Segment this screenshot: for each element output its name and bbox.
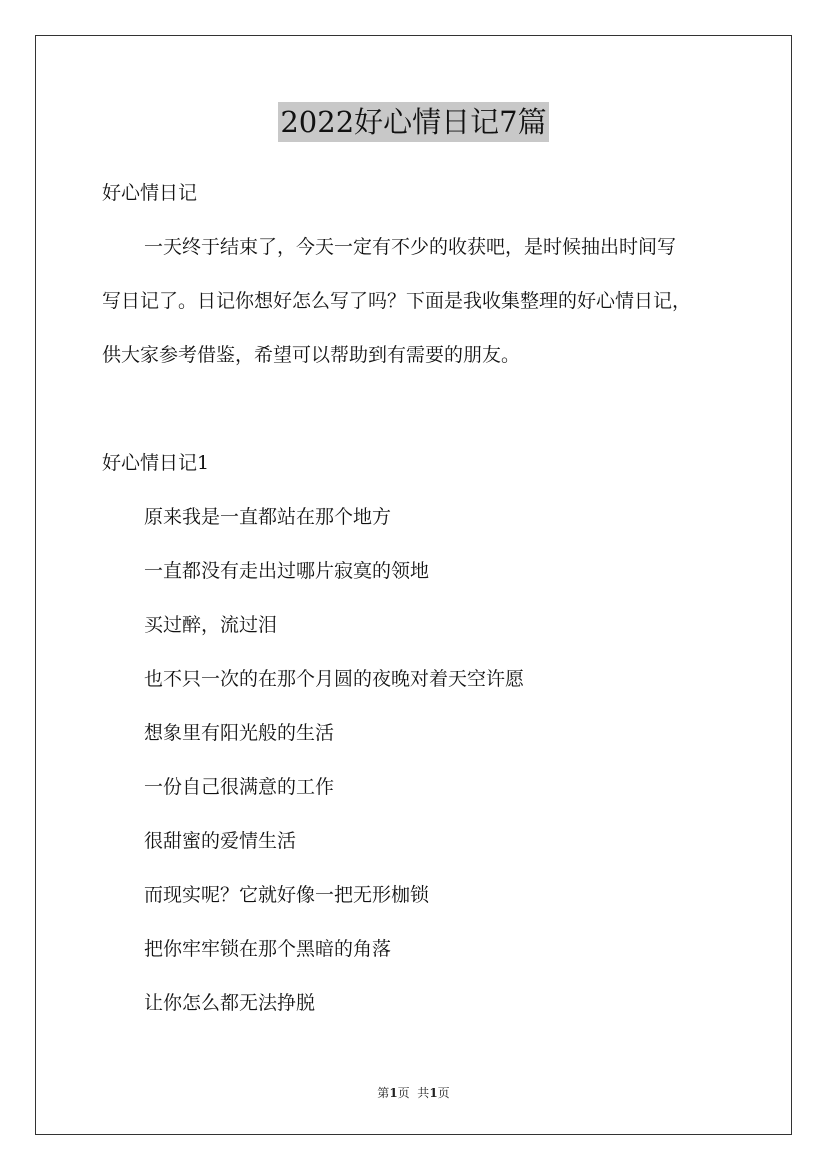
poem-line: 让你怎么都无法挣脱 xyxy=(144,992,316,1014)
intro-line-3: 供大家参考借鉴，希望可以帮助到有需要的朋友。 xyxy=(102,344,521,366)
footer-page-total: 1 xyxy=(429,1086,438,1100)
intro-line-2: 写日记了。日记你想好怎么写了吗？下面是我收集整理的好心情日记， xyxy=(102,290,692,312)
poem-line: 很甜蜜的爱情生活 xyxy=(144,830,297,852)
poem-line: 一份自己很满意的工作 xyxy=(144,776,335,798)
poem-line: 原来我是一直都站在那个地方 xyxy=(144,506,392,528)
intro-line-1: 一天终于结束了，今天一定有不少的收获吧，是时候抽出时间写 xyxy=(144,236,677,258)
title-wrap xyxy=(0,102,827,142)
poem-line: 想象里有阳光般的生活 xyxy=(144,722,335,744)
section-heading: 好心情日记1 xyxy=(102,452,210,474)
poem-line: 也不只一次的在那个月圆的夜晚对着天空许愿 xyxy=(144,668,525,690)
footer-page-prefix: 第 xyxy=(377,1086,390,1100)
poem-line: 而现实呢？它就好像一把无形枷锁 xyxy=(144,884,430,906)
document-title: 2022好心情日记7篇 xyxy=(278,102,548,142)
poem-line: 买过醉，流过泪 xyxy=(144,614,278,636)
footer-page-mid: 页 共 xyxy=(397,1086,430,1100)
intro-heading: 好心情日记 xyxy=(102,182,198,204)
footer-page-suffix: 页 xyxy=(437,1086,450,1100)
poem-line: 一直都没有走出过哪片寂寞的领地 xyxy=(144,560,430,582)
footer-page-current: 1 xyxy=(389,1086,398,1100)
poem-line: 把你牢牢锁在那个黑暗的角落 xyxy=(144,938,392,960)
page-footer xyxy=(0,1085,827,1101)
